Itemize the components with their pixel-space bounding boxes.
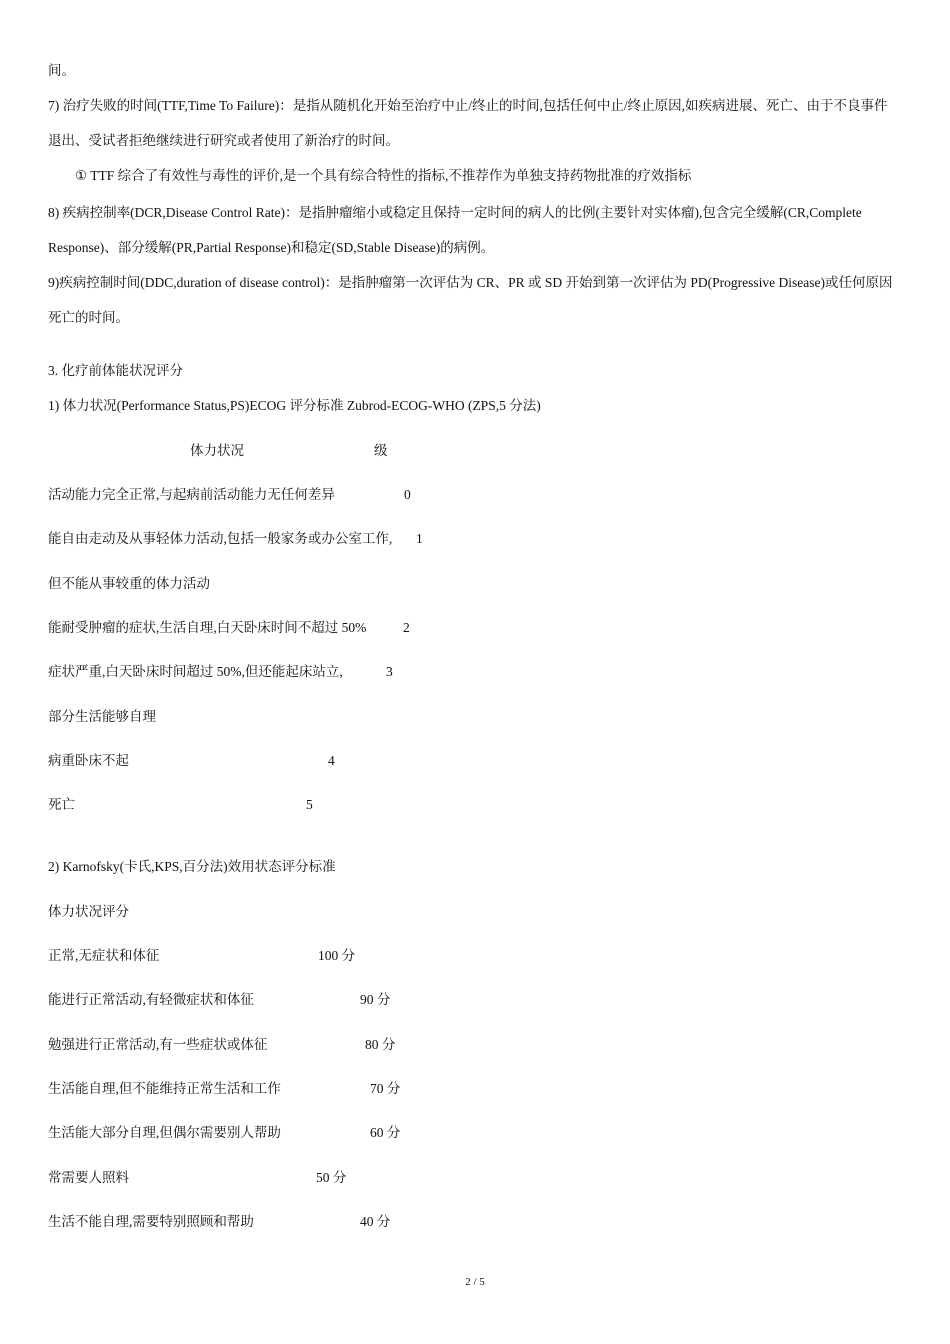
kps-row-score: 50 分 bbox=[316, 1170, 347, 1185]
kps-row-score: 40 分 bbox=[360, 1214, 391, 1229]
kps-row-text: 生活不能自理,需要特别照顾和帮助 bbox=[48, 1214, 254, 1229]
kps-row-text: 正常,无症状和体征 bbox=[48, 948, 160, 963]
ecog-row-text: 但不能从事较重的体力活动 bbox=[48, 576, 210, 591]
kps-row-text: 常需要人照料 bbox=[48, 1170, 129, 1185]
intro-line-ttf: 7) 治疗失败的时间(TTF,Time To Failure)：是指从随机化开始至治疗中止/终止的时间,包括任何中止/终止原因,如疾病进展、死亡、由于不良事件 bbox=[48, 98, 888, 113]
ecog-row-text: 病重卧床不起 bbox=[48, 753, 129, 768]
ecog-header-grade: 级 bbox=[374, 443, 388, 458]
intro-line-dcr: 8) 疾病控制率(DCR,Disease Control Rate)：是指肿瘤缩小或稳定且保持一定时间的病人的比例(主要针对实体瘤),包含完全缓解(CR,Complete bbox=[48, 205, 862, 220]
ecog-row-grade: 0 bbox=[404, 487, 411, 502]
kps-row-score: 70 分 bbox=[370, 1081, 401, 1096]
kps-row-text: 勉强进行正常活动,有一些症状或体征 bbox=[48, 1037, 268, 1052]
kps-row-text: 生活能大部分自理,但偶尔需要别人帮助 bbox=[48, 1125, 281, 1140]
ecog-row-text: 部分生活能够自理 bbox=[48, 709, 156, 724]
intro-line-ddc: 9)疾病控制时间(DDC,duration of disease control)：是指肿瘤第一次评估为 CR、PR 或 SD 开始到第一次评估为 PD(Progressive Disease)或任何原因 bbox=[48, 275, 893, 290]
kps-row-score: 80 分 bbox=[365, 1037, 396, 1052]
intro-line-ttf-note: ① TTF 综合了有效性与毒性的评价,是一个具有综合特性的指标,不推荐作为单独支持药物批准的疗效指标 bbox=[75, 168, 692, 183]
ecog-row-grade: 3 bbox=[386, 664, 393, 679]
ecog-row-grade: 5 bbox=[306, 797, 313, 812]
ecog-row-grade: 2 bbox=[403, 620, 410, 635]
page-number: 2 / 5 bbox=[465, 1276, 485, 1288]
ecog-row-text: 活动能力完全正常,与起病前活动能力无任何差异 bbox=[48, 487, 335, 502]
kps-row-score: 60 分 bbox=[370, 1125, 401, 1140]
kps-row-score: 90 分 bbox=[360, 992, 391, 1007]
kps-row-score: 100 分 bbox=[318, 948, 356, 963]
kps-subheading: 2) Karnofsky(卡氏,KPS,百分法)效用状态评分标准 bbox=[48, 859, 336, 874]
intro-line-ddc-cont: 死亡的时间。 bbox=[48, 310, 129, 325]
ecog-header-status: 体力状况 bbox=[190, 443, 244, 458]
kps-header: 体力状况评分 bbox=[48, 904, 129, 919]
ecog-row-text: 症状严重,白天卧床时间超过 50%,但还能起床站立, bbox=[48, 664, 343, 679]
kps-row-text: 生活能自理,但不能维持正常生活和工作 bbox=[48, 1081, 281, 1096]
intro-line-ttf-cont: 退出、受试者拒绝继续进行研究或者使用了新治疗的时间。 bbox=[48, 133, 399, 148]
ecog-subheading: 1) 体力状况(Performance Status,PS)ECOG 评分标准 Zubrod-ECOG-WHO (ZPS,5 分法) bbox=[48, 398, 541, 413]
intro-line-1: 间。 bbox=[48, 63, 75, 78]
intro-line-dcr-cont: Response)、部分缓解(PR,Partial Response)和稳定(SD,Stable Disease)的病例。 bbox=[48, 240, 495, 255]
section-heading: 3. 化疗前体能状况评分 bbox=[48, 363, 183, 378]
ecog-row-text: 能自由走动及从事轻体力活动,包括一般家务或办公室工作, bbox=[48, 531, 393, 546]
ecog-row-text: 能耐受肿瘤的症状,生活自理,白天卧床时间不超过 50% bbox=[48, 620, 367, 635]
ecog-row-text: 死亡 bbox=[48, 797, 75, 812]
kps-row-text: 能进行正常活动,有轻微症状和体征 bbox=[48, 992, 254, 1007]
ecog-row-grade: 1 bbox=[416, 531, 423, 546]
ecog-row-grade: 4 bbox=[328, 753, 335, 768]
